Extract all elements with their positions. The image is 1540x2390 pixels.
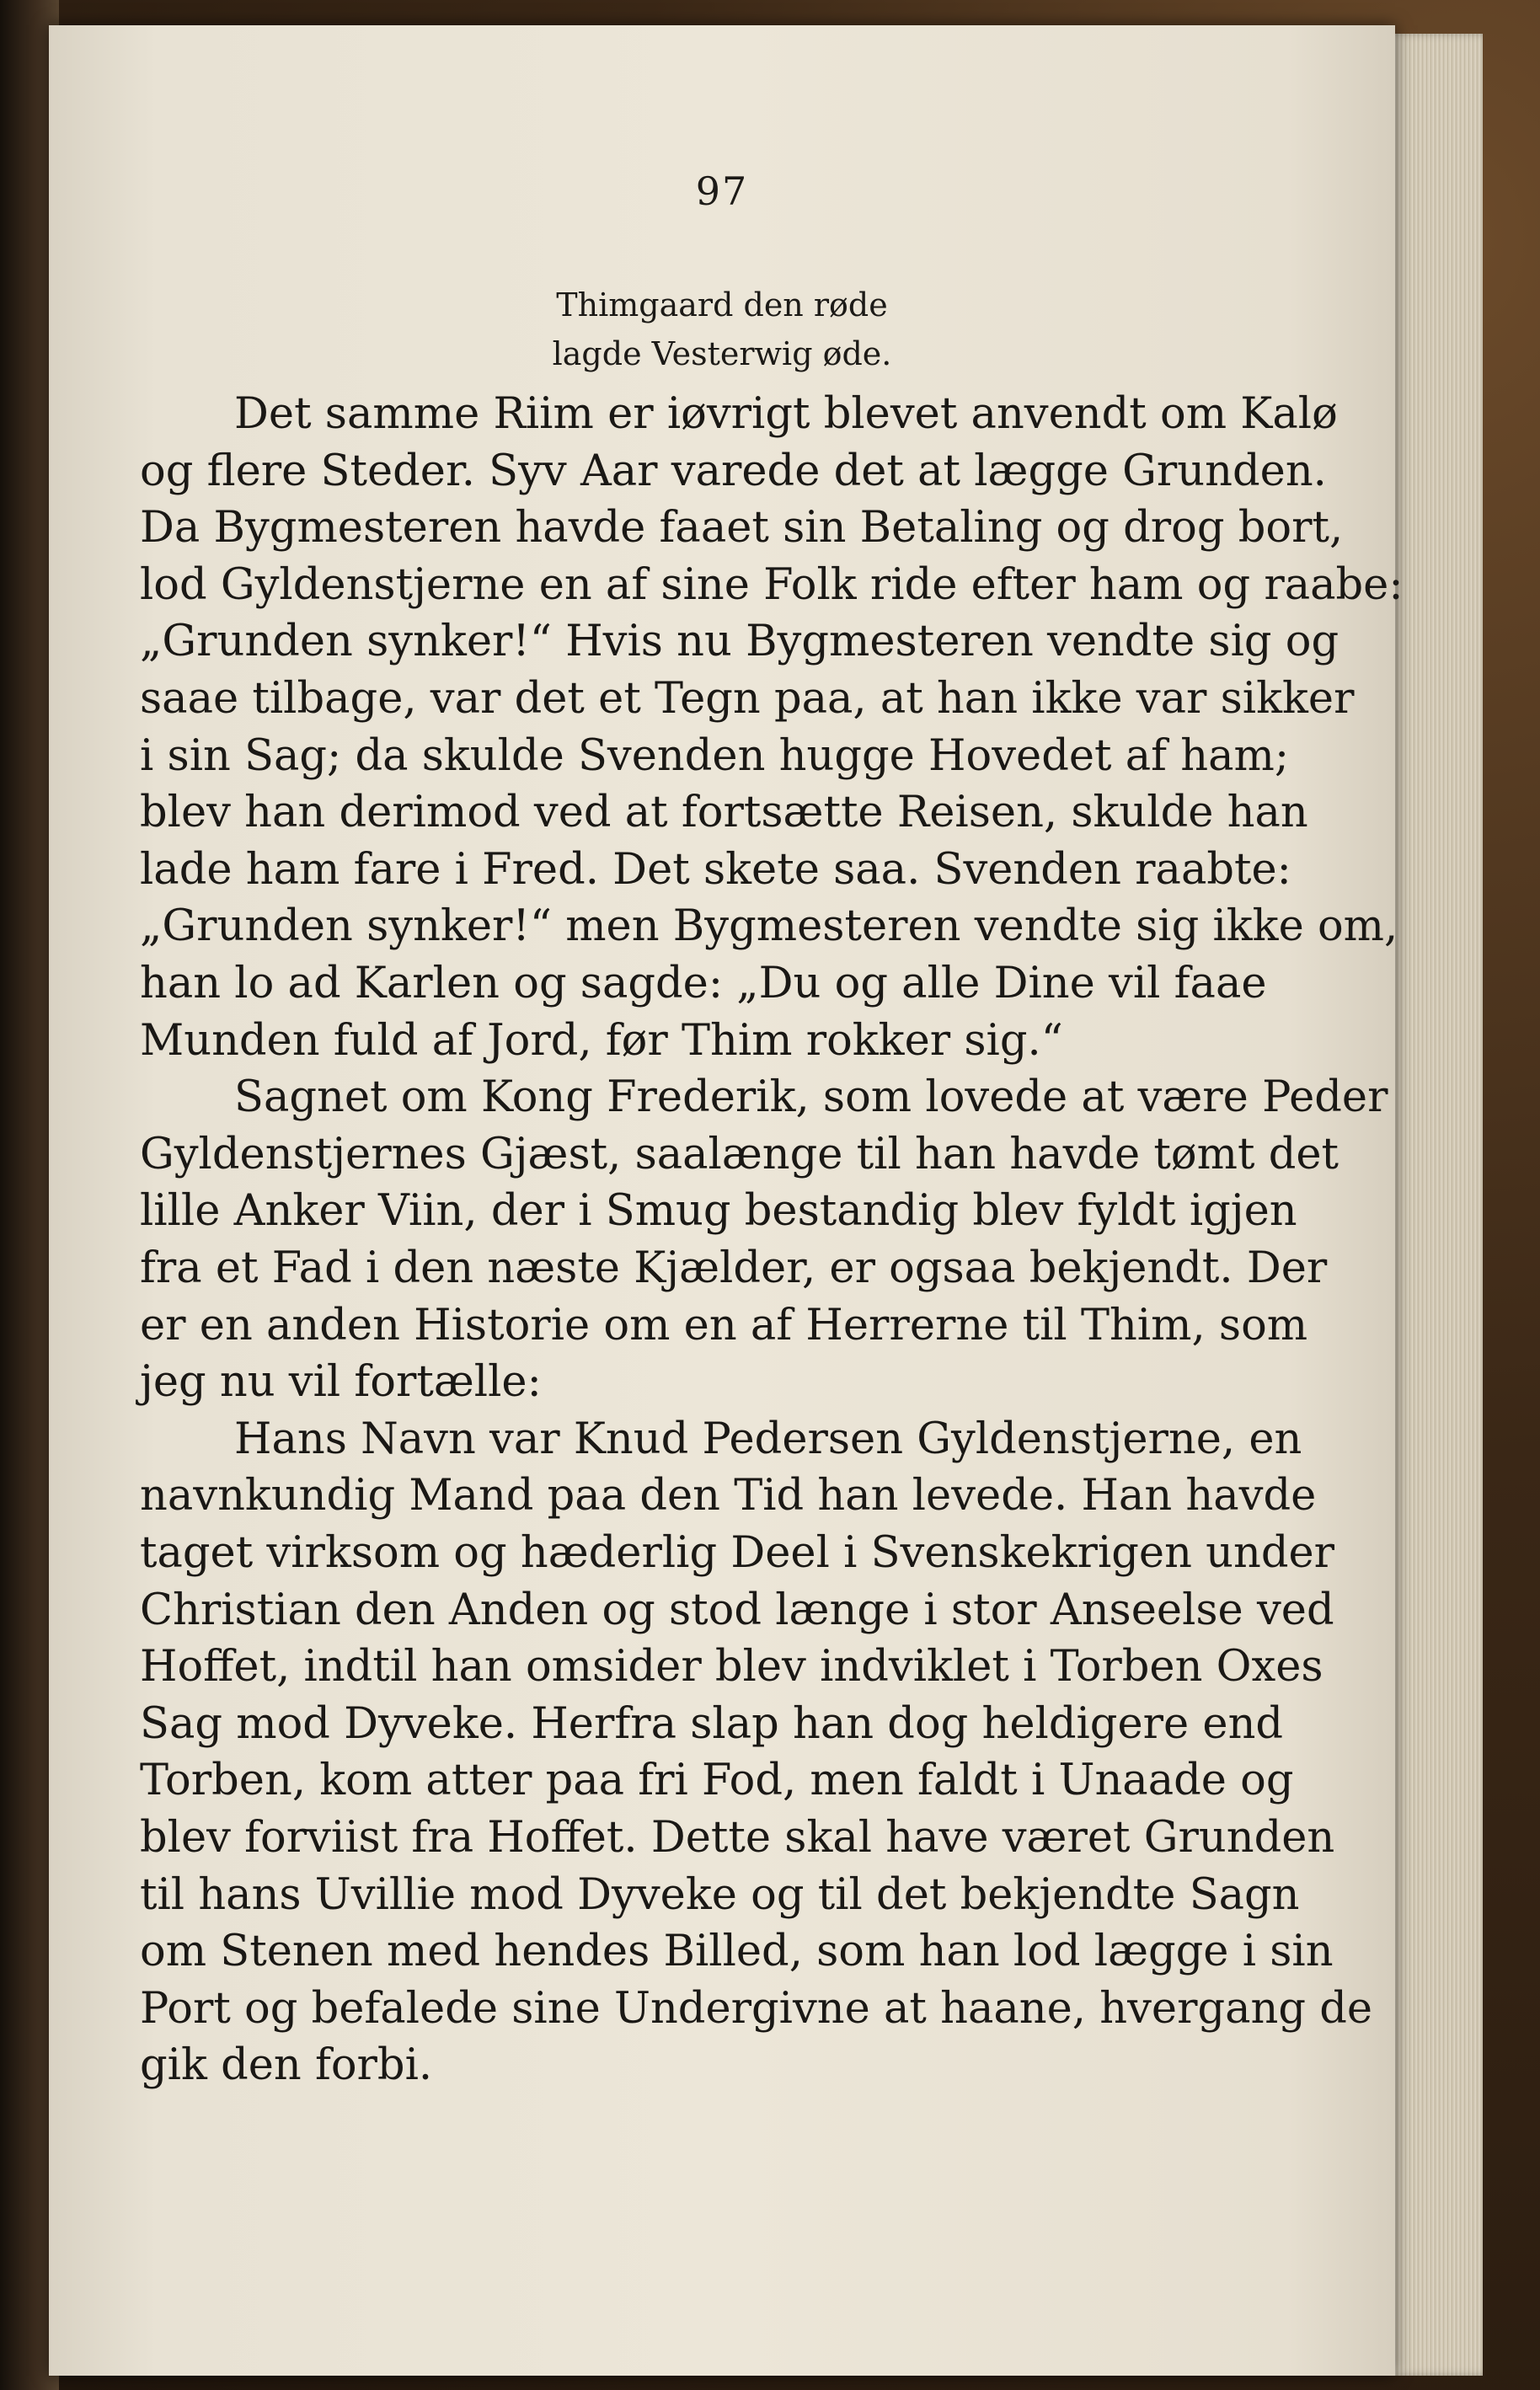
text-line: han lo ad Karlen og sagde: „Du og alle Dine vil faae: [140, 959, 1267, 1008]
text-line: og flere Steder. Syv Aar varede det at lægge Grunden.: [140, 446, 1327, 496]
text-line: fra et Fad i den næste Kjælder, er ogsaa bekjendt. Der: [140, 1243, 1328, 1293]
text-line: Sagnet om Kong Frederik, som lovede at være Peder: [234, 1072, 1388, 1122]
text-line: er en anden Historie om en af Herrerne til Thim, som: [140, 1301, 1308, 1350]
text-line: Christian den Anden og stod længe i stor Anseelse ved: [140, 1585, 1334, 1635]
text-line: lille Anker Viin, der i Smug bestandig blev fyldt igjen: [140, 1186, 1297, 1236]
text-line: i sin Sag; da skulde Svenden hugge Hovedet af ham;: [140, 731, 1290, 781]
text-line: jeg nu vil fortælle:: [140, 1357, 542, 1407]
text-line: Hans Navn var Knud Pedersen Gyldenstjerne, en: [234, 1414, 1302, 1464]
text-line: Gyldenstjernes Gjæst, saalænge til han havde tømt det: [140, 1130, 1339, 1179]
page-number: 97: [695, 168, 749, 214]
text-line: taget virksom og hæderlig Deel i Svenskekrigen under: [140, 1528, 1335, 1578]
text-line: til hans Uvillie mod Dyveke og til det bekjendte Sagn: [140, 1870, 1300, 1920]
text-line: lod Gyldenstjerne en af sine Folk ride efter ham og raabe:: [140, 560, 1404, 610]
text-line: blev forviist fra Hoffet. Dette skal have været Grunden: [140, 1813, 1335, 1863]
text-line: saae tilbage, var det et Tegn paa, at han ikke var sikker: [140, 674, 1355, 724]
text-line: navnkundig Mand paa den Tid han levede. Han havde: [140, 1471, 1317, 1521]
verse-line: Thimgaard den røde: [556, 286, 888, 323]
text-line: gik den forbi.: [140, 2040, 433, 2090]
verse-line: lagde Vesterwig øde.: [552, 335, 892, 372]
text-line: Hoffet, indtil han omsider blev indviklet i Torben Oxes: [140, 1642, 1323, 1692]
text-line: blev han derimod ved at fortsætte Reisen, skulde han: [140, 788, 1308, 837]
text-line: Da Bygmesteren havde faaet sin Betaling og drog bort,: [140, 503, 1344, 553]
page-stack-edge: [1382, 34, 1483, 2376]
text-line: „Grunden synker!“ Hvis nu Bygmesteren vendte sig og: [140, 617, 1339, 666]
text-line: „Grunden synker!“ men Bygmesteren vendte sig ikke om,: [140, 901, 1398, 951]
text-line: lade ham fare i Fred. Det skete saa. Svenden raabte:: [140, 845, 1291, 895]
text-line: Sag mod Dyveke. Herfra slap han dog heldigere end: [140, 1699, 1284, 1749]
book-page: [49, 25, 1404, 2376]
text-line: Det samme Riim er iøvrigt blevet anvendt om Kalø: [234, 389, 1338, 439]
text-line: om Stenen med hendes Billed, som han lod lægge i sin: [140, 1927, 1334, 1976]
text-line: Port og befalede sine Undergivne at haane, hvergang de: [140, 1984, 1373, 2034]
text-line: Munden fuld af Jord, før Thim rokker sig.“: [140, 1016, 1063, 1066]
text-line: Torben, kom atter paa fri Fod, men faldt i Unaade og: [140, 1756, 1294, 1805]
